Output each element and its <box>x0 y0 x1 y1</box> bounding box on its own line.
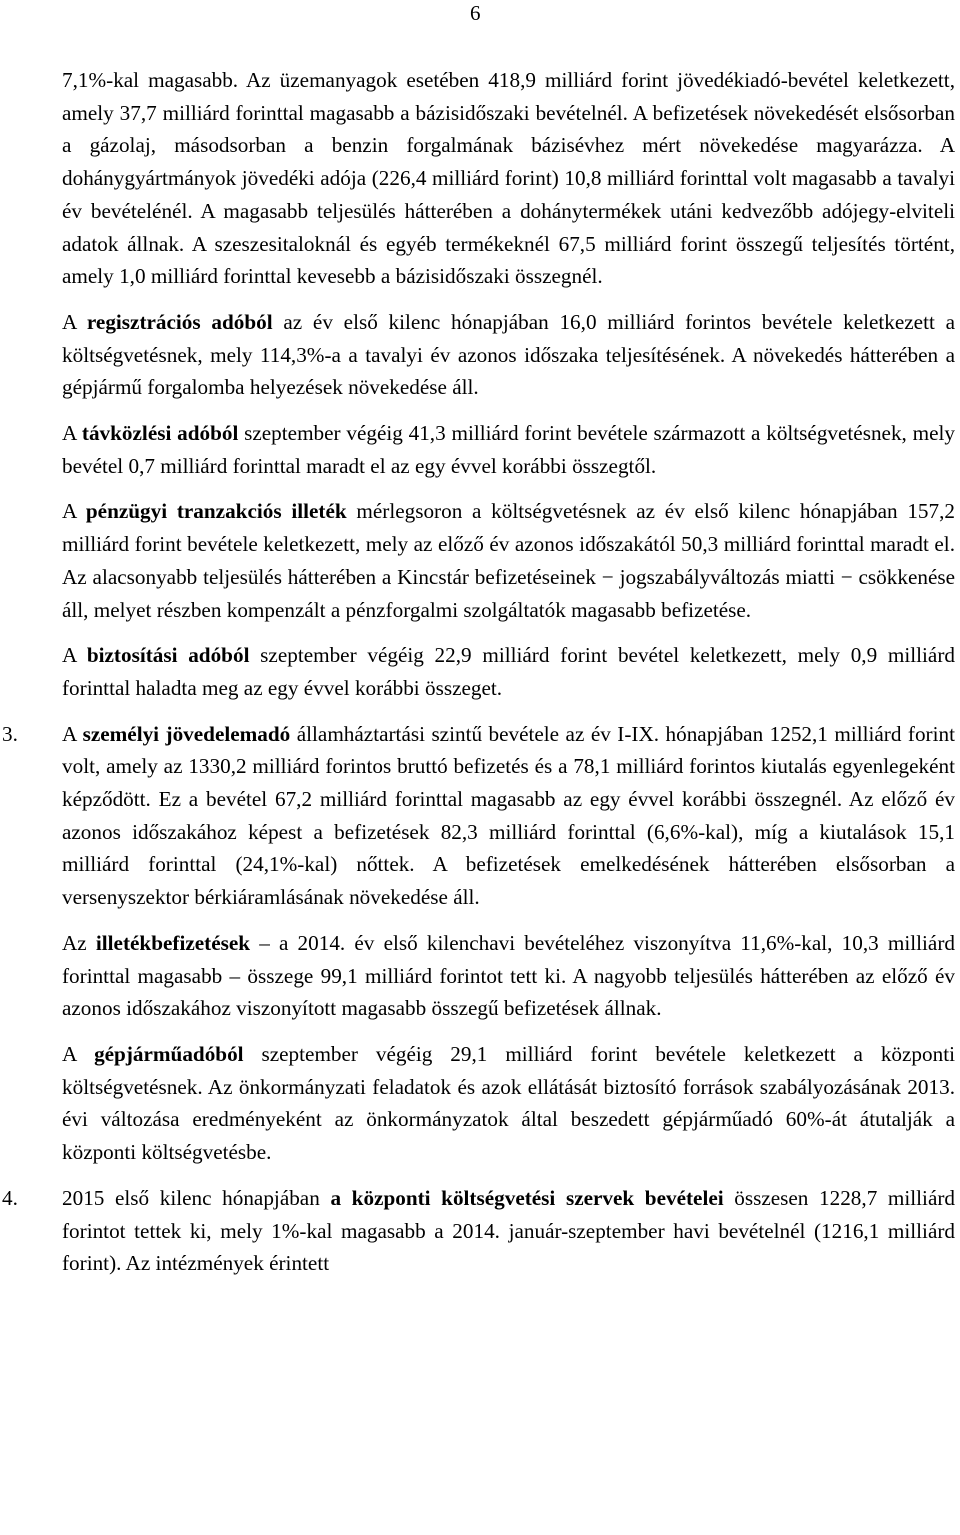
bold-term: a központi költségvetési szervek bevételei <box>330 1185 724 1210</box>
paragraph <box>62 927 955 1025</box>
paragraph-number: 3. <box>2 721 18 746</box>
text-run: szeptember végéig 41,3 milliárd forint bevétele származott a költségvetésnek, mely bevétel 0,7 milliárd forinttal maradt el az egy évvel korábbi összegtől. <box>62 421 955 478</box>
text-run: államháztartási szintű bevétele az év I-IX. hónapjában 1252,1 milliárd forint volt, amely az 1330,2 milliárd forintos bruttó befizetés és a 78,1 milliárd forintos kiutalás egyenlegeként képződött. Ez a bevétel 67,2 milliárd forinttal magasabb az egy évvel korábbi összegnél. Az előző év azonos időszakához képest a befizetések 82,3 milliárd forinttal (6,6%-kal), míg a kiutalások 15,1 milliárd forinttal (24,1%-kal) nőttek. A befizetések emelkedésének hátterében elsősorban a versenyszektor bérkiáramlásának növekedése áll. <box>62 721 955 910</box>
bold-term: biztosítási adóból <box>86 643 250 668</box>
numbered-paragraph <box>2 1182 955 1280</box>
text-run: A <box>62 1041 95 1066</box>
text-run: A <box>62 499 86 524</box>
paragraph <box>62 417 955 482</box>
text-run: 7,1%-kal magasabb. Az üzemanyagok esetében 418,9 milliárd forint jövedékiadó-bevétel keletkezett, amely 37,7 milliárd forinttal magasabb a bázisidőszaki bevételnél. A befizetések növekedését elsősorban a gázolaj, másodsorban a benzin forgalmának bázisévhez mért növekedése magyarázza. A dohánygyártmányok jövedéki adója (226,4 milliárd forint) 10,8 milliárd forinttal volt magasabb a tavalyi év bevételénél. A magasabb teljesülés hátterében a dohánytermékek utáni kedvezőbb adójegy-elviteli adatok állnak. A szeszesitaloknál és egyéb termékeknél 67,5 milliárd forint összegű teljesítés történt, amely 1,0 milliárd forinttal kevesebb a bázisidőszaki összegnél. <box>62 68 955 289</box>
text-run: szeptember végéig 22,9 milliárd forint bevétel keletkezett, mely 0,9 milliárd forinttal haladta meg az egy évvel korábbi összeget. <box>62 643 955 700</box>
text-run: A <box>62 643 87 668</box>
text-run: – a 2014. év első kilenchavi bevételéhez viszonyítva 11,6%-kal, 10,3 milliárd forinttal magasabb – összege 99,1 milliárd forintot tett ki. A nagyobb teljesülés hátterében az előző év azonos időszakához viszonyított magasabb összegű befizetések állnak. <box>62 930 955 1021</box>
text-run: szeptember végéig 29,1 milliárd forint bevétele keletkezett a központi költségvetésnek. Az önkormányzati feladatok és azok ellátását biztosító források szabályozásának 2013. évi változása eredményeként az önkormányzatok által beszedett gépjárműadó 60%-át átutalják a központi költségvetésbe. <box>62 1041 955 1165</box>
paragraph <box>62 64 955 293</box>
paragraph-number: 4. <box>2 1185 18 1210</box>
document-body <box>2 64 956 1293</box>
bold-term: regisztrációs adóból <box>86 309 273 334</box>
text-run: Az <box>62 930 96 955</box>
paragraph <box>62 306 955 404</box>
bold-term: gépjárműadóból <box>94 1041 244 1066</box>
text-run: mérlegsoron a költségvetésnek az év első kilenc hónapjában 157,2 milliárd forint bevétele keletkezett, mely az előző év azonos időszakától 50,3 milliárd forinttal maradt el. Az alacsonyabb teljesülés hátterében a Kincstár befizetéseinek − jogszabályváltozás miatti − csökkenése áll, melyet részben kompenzált a pénzforgalmi szolgáltatók magasabb befizetése. <box>62 499 955 622</box>
bold-term: személyi jövedelemadó <box>82 721 291 746</box>
paragraph <box>62 639 955 704</box>
numbered-paragraph <box>2 718 955 914</box>
text-run: A <box>62 309 87 334</box>
text-run: az év első kilenc hónapjában 16,0 milliárd forintos bevétele keletkezett a költségvetésnek, mely 114,3%-a a tavalyi év azonos időszaka teljesítésének. A növekedés hátterében a gépjármű forgalomba helyezések növekedése áll. <box>62 309 956 400</box>
text-run: összesen 1228,7 milliárd forintot tettek ki, mely 1%-kal magasabb a 2014. január-szeptember havi bevételnél (1216,1 milliárd forint). Az intézmények érintett <box>62 1185 955 1276</box>
bold-term: pénzügyi tranzakciós illeték <box>85 499 347 524</box>
bold-term: illetékbefizetések <box>95 930 251 955</box>
paragraph <box>62 495 955 626</box>
text-run: 2015 első kilenc hónapjában <box>62 1185 331 1210</box>
text-run: A <box>62 421 82 446</box>
bold-term: távközlési adóból <box>81 421 239 446</box>
paragraph <box>62 1038 955 1169</box>
text-run: A <box>62 721 83 746</box>
page-number: 6 <box>470 1 481 25</box>
